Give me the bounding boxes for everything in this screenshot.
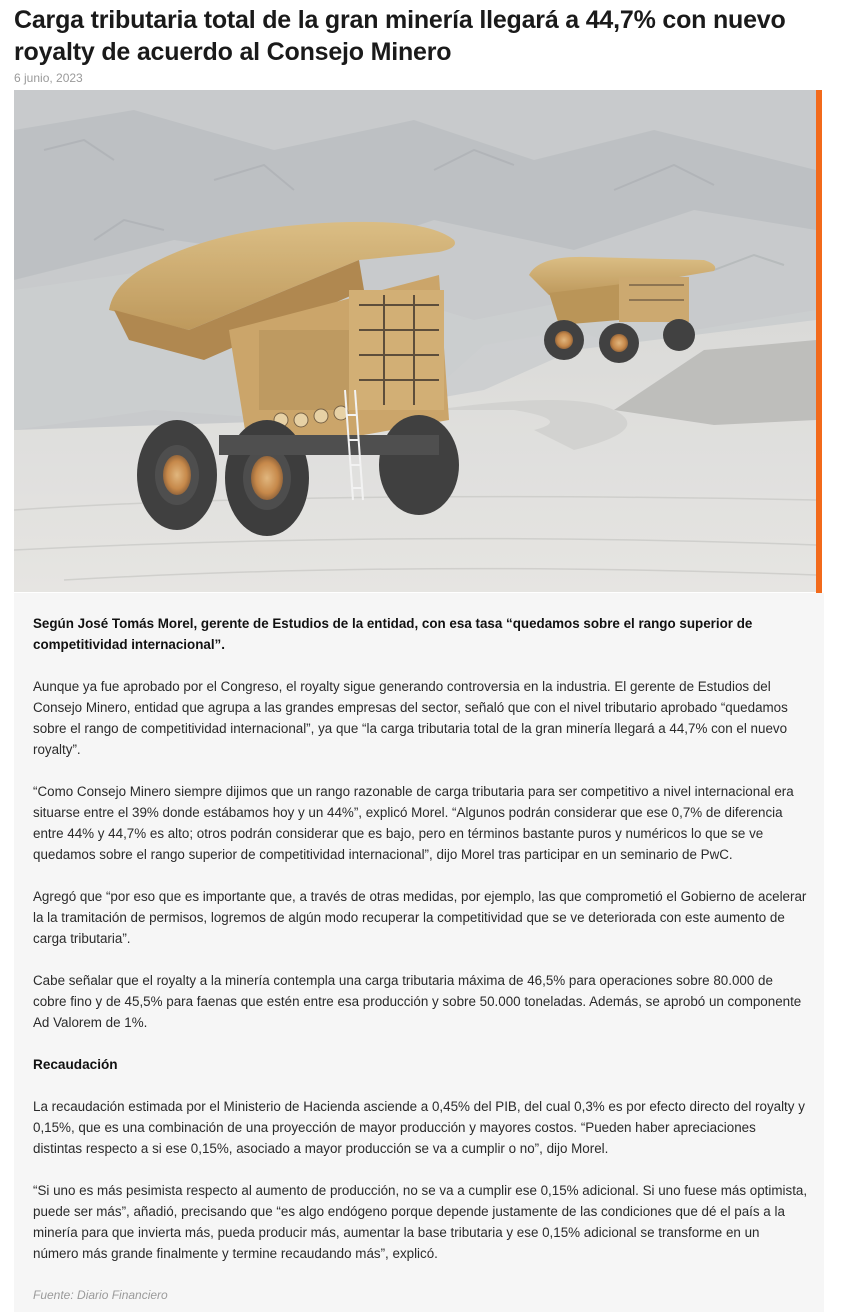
article-paragraph: “Si uno es más pesimista respecto al aumento de producción, no se va a cumplir ese 0,15% adicional. Si uno fuese más optimista, puede ser más”, añadió, precisando que “es algo endógeno porque depende justamente de las condiciones que dé el país a la minería para que invierta más, pueda producir más, aumentar la base tributaria y ese 0,15% adicional se transforme en un número más grande finalmente y termine recaudando más”, explicó. [33, 1183, 808, 1261]
orange-accent-bar [816, 90, 822, 593]
article-paragraph: “Como Consejo Minero siempre dijimos que un rango razonable de carga tributaria para ser competitivo a nivel internacional era situarse entre el 39% donde estábamos hoy y un 44%”, explicó Morel. “Algunos podrán considerar que ese 0,7% de diferencia entre 44% y 44,7% es alto; otros podrán considerar que es bajo, pero en términos bastante puros y numéricos lo que se ve quedamos sobre el rango superior de competitividad internacional”, dijo Morel tras participar en un seminario de PwC. [33, 784, 794, 862]
article-paragraph: Aunque ya fue aprobado por el Congreso, el royalty sigue generando controversia en la industria. El gerente de Estudios del Consejo Minero, entidad que agrupa a las grandes empresas del sector, señaló que con el nivel tributario aprobado “quedamos sobre el rango de competitividad internacional”, ya que “la carga tributaria total de la gran minería llegará a 44,7% con el nuevo royalty”. [33, 679, 788, 757]
article-paragraph: Cabe señalar que el royalty a la minería contempla una carga tributaria máxima de 46,5% para operaciones sobre 80.000 de cobre fino y de 45,5% para faenas que estén entre esa producción y sobre 50.000 toneladas. Además, se aprobó un componente Ad Valorem de 1%. [33, 973, 802, 1030]
article-paragraph: La recaudación estimada por el Ministerio de Hacienda asciende a 0,45% del PIB, del cual 0,3% es por efecto directo del royalty y 0,15%, que es una combinación de una proyección de mayor producción y mayores costos. “Pueden haber apreciaciones distintas respecto a si ese 0,15%, asociado a mayor producción se va a cumplir o no”, dijo Morel. [33, 1099, 805, 1156]
hero-image [14, 90, 816, 592]
mining-haul-trucks-photo-icon [14, 90, 816, 592]
article-lead: Según José Tomás Morel, gerente de Estudios de la entidad, con esa tasa “quedamos sobre el rango superior de competitividad internacional”. [33, 616, 753, 652]
article-date: 6 junio, 2023 [14, 71, 83, 85]
article-paragraph: Agregó que “por eso que es importante que, a través de otras medidas, por ejemplo, las que comprometió el Gobierno de acelerar la la tramitación de permisos, logremos de algún modo recuperar la competitividad que se ve deteriorada con este aumento de carga tributaria”. [33, 889, 807, 946]
article-source: Fuente: Diario Financiero [33, 1288, 168, 1302]
section-heading: Recaudación [33, 1057, 118, 1072]
article-title: Carga tributaria total de la gran minería llegará a 44,7% con nuevo royalty de acuerdo al Consejo Minero [14, 6, 786, 66]
article-body [14, 593, 824, 1312]
